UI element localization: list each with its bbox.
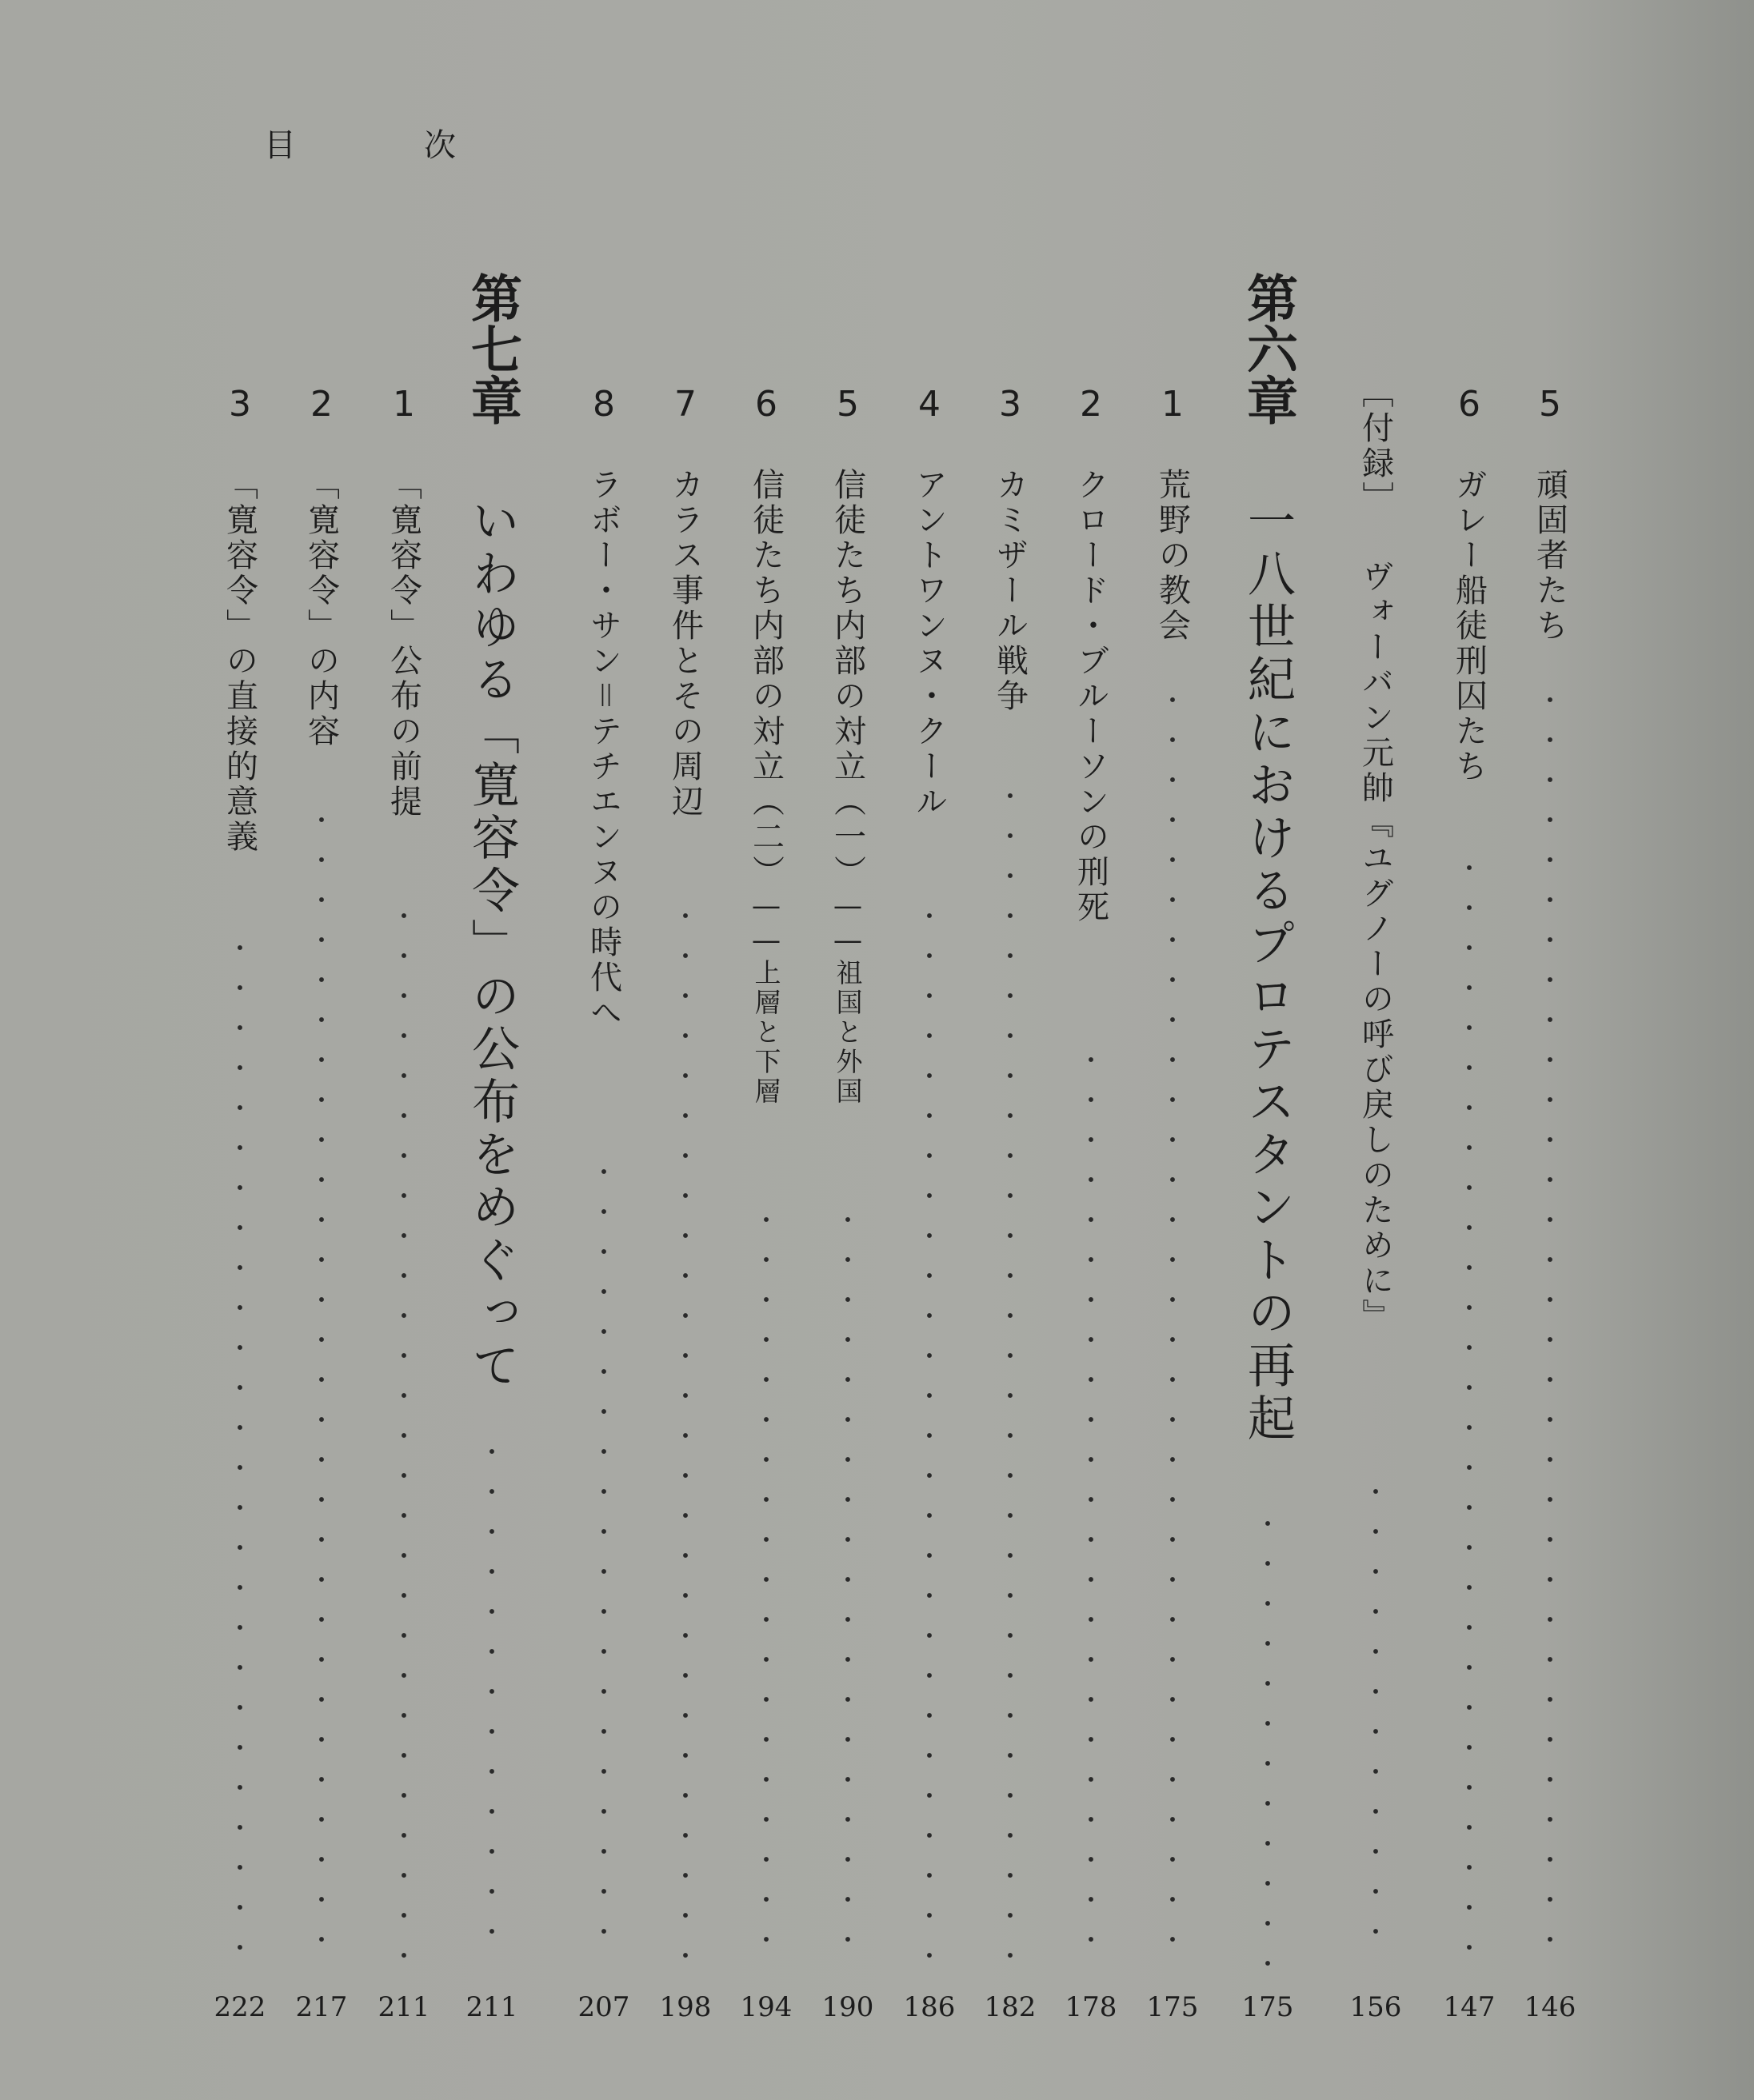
page-number: 222: [214, 1991, 266, 2023]
section-number: 3: [999, 384, 1021, 425]
page-number: 178: [1065, 1991, 1117, 2023]
leader-dots: [488, 1431, 496, 1968]
page-number: 175: [1146, 1991, 1199, 2023]
page-number: 207: [577, 1991, 630, 2023]
toc-entry: [897, 0, 961, 2100]
section-number: 8: [593, 384, 615, 425]
section-title: [744, 468, 789, 1107]
page-number: 198: [659, 1991, 712, 2023]
section-number: 1: [393, 384, 415, 425]
toc-entry: [653, 0, 717, 2100]
leader-dots: [1372, 1471, 1380, 1968]
section-title: ヴォーバン元帥『ユグノーの呼び戻しのために』: [1356, 560, 1394, 1334]
chapter-title: いわゆる「寛容令」の公布をめぐって: [464, 496, 520, 1393]
section-title: クロード・ブルーソンの刑死: [1072, 468, 1109, 925]
section-title: 「寛容令」の内容: [302, 468, 340, 749]
section-number: 7: [674, 384, 697, 425]
leader-dots: [1465, 848, 1473, 1968]
leader-dots: [1006, 776, 1014, 1968]
leader-dots: [400, 896, 408, 1968]
section-title: カラス事件とその周辺: [666, 468, 704, 820]
toc-entry: [1059, 0, 1123, 2100]
section-title-main: 信徒たち内部の対立（二）: [747, 468, 785, 890]
leader-dots: [236, 928, 244, 1968]
section-number: 6: [755, 384, 777, 425]
section-title: アントワンヌ・クール: [910, 468, 948, 820]
toc-entry: [1437, 0, 1501, 2100]
page-number: 211: [465, 1991, 518, 2023]
section-title: 荒野の教会: [1153, 468, 1191, 644]
section-title: 「寛容令」公布の前提: [385, 468, 422, 820]
section-number: 1: [1161, 384, 1184, 425]
section-subtitle: ――祖国と外国: [832, 890, 864, 1107]
running-head: 目 次: [264, 127, 504, 164]
section-title-main: 信徒たち内部の対立（一）: [829, 468, 866, 890]
toc-entry: [372, 0, 436, 2100]
chapter-entry: [1224, 0, 1312, 2100]
chapter-number: 第七章: [462, 272, 522, 425]
leader-dots: [1264, 1503, 1272, 1968]
section-title: 「寛容令」の直接的意義: [221, 468, 258, 855]
leader-dots: [844, 1200, 852, 1968]
appendix-label: ［付録］: [1356, 376, 1394, 517]
section-number: 6: [1458, 384, 1480, 425]
page-number: 156: [1349, 1991, 1402, 2023]
page-number: 147: [1443, 1991, 1496, 2023]
leader-dots: [681, 896, 689, 1968]
section-number: 2: [310, 384, 333, 425]
section-subtitle: ――上層と下層: [750, 890, 782, 1107]
leader-dots: [762, 1200, 770, 1968]
section-title: 頑固者たち: [1531, 468, 1568, 644]
toc-entry: [978, 0, 1042, 2100]
page-number: 182: [984, 1991, 1037, 2023]
page-number: 217: [295, 1991, 348, 2023]
toc-entry: [572, 0, 636, 2100]
page-number: 186: [903, 1991, 956, 2023]
chapter-number: 第六章: [1238, 272, 1298, 425]
toc-entry: [1518, 0, 1582, 2100]
leader-dots: [318, 800, 326, 1968]
section-title: カミザール戦争: [991, 468, 1029, 714]
leader-dots: [1546, 680, 1554, 1968]
leader-dots: [1169, 680, 1177, 1968]
toc-entry: [208, 0, 272, 2100]
chapter-title: 一八世紀におけるプロテスタントの再起: [1240, 496, 1296, 1446]
page-number: 175: [1241, 1991, 1294, 2023]
section-title: ラボー・サン＝テチエンヌの時代へ: [585, 468, 622, 1031]
leader-dots: [925, 896, 933, 1968]
page-number: 190: [821, 1991, 874, 2023]
toc-entry: [734, 0, 798, 2100]
toc-entry: [816, 0, 880, 2100]
section-number: 4: [918, 384, 941, 425]
page-number: 211: [378, 1991, 430, 2023]
section-number: 5: [837, 384, 859, 425]
leader-dots: [600, 1152, 608, 1968]
leader-dots: [1087, 1040, 1095, 1968]
section-number: 2: [1080, 384, 1102, 425]
section-title: ガレー船徒刑囚たち: [1450, 468, 1488, 785]
page-number: 194: [740, 1991, 793, 2023]
section-title: [825, 468, 871, 1107]
page-number: 146: [1524, 1991, 1576, 2023]
toc-entry: [290, 0, 354, 2100]
section-number: 3: [229, 384, 251, 425]
chapter-entry: [448, 0, 536, 2100]
toc-entry: [1141, 0, 1205, 2100]
toc-entry: [1336, 0, 1416, 2100]
section-number: 5: [1539, 384, 1561, 425]
